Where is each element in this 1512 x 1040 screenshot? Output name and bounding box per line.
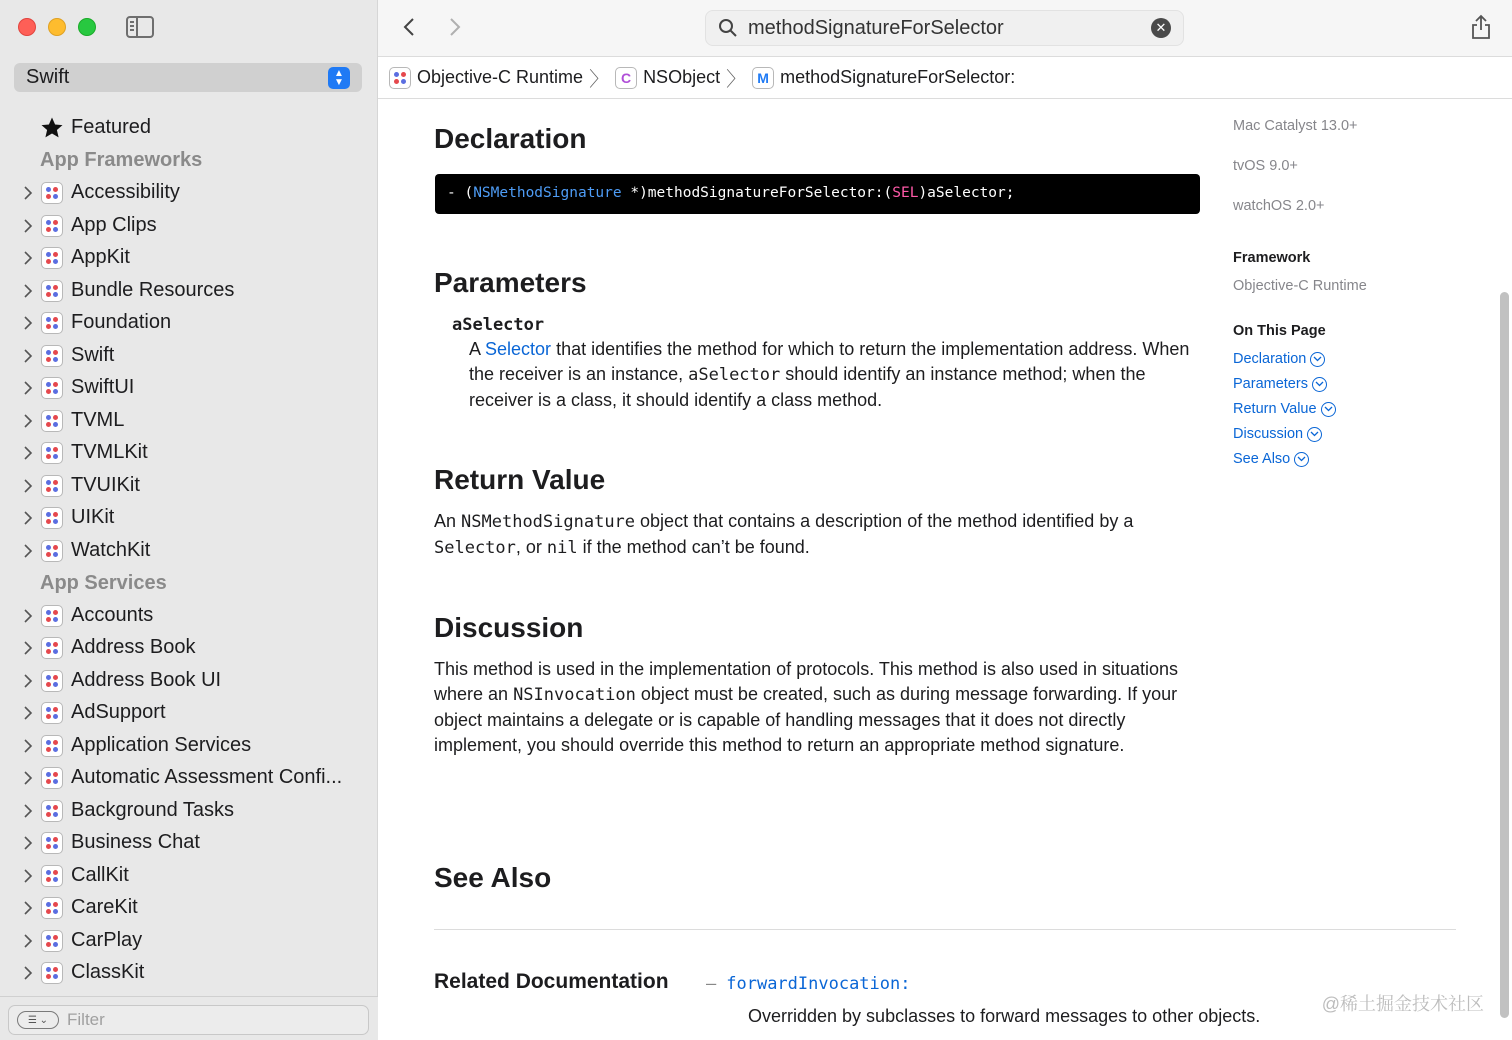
breadcrumb-item-framework[interactable] bbox=[389, 67, 583, 89]
sidebar-item[interactable] bbox=[0, 957, 378, 990]
chevron-right-icon[interactable] bbox=[22, 414, 34, 428]
chevron-right-icon[interactable] bbox=[22, 804, 34, 818]
chevron-right-icon[interactable] bbox=[22, 966, 34, 980]
sidebar-item[interactable] bbox=[0, 307, 378, 340]
sidebar-item[interactable] bbox=[0, 697, 378, 730]
chevron-right-icon[interactable] bbox=[22, 706, 34, 720]
chevron-right-icon[interactable] bbox=[22, 349, 34, 363]
chevron-right-icon[interactable] bbox=[22, 381, 34, 395]
sidebar-item[interactable] bbox=[0, 860, 378, 893]
framework-icon bbox=[41, 767, 63, 789]
related-link-description: Overridden by subclasses to forward messages to other objects. bbox=[748, 1006, 1261, 1026]
clear-search-icon[interactable]: ✕ bbox=[1151, 18, 1171, 38]
sidebar-item[interactable] bbox=[0, 535, 378, 568]
sidebar-item-label: CareKit bbox=[71, 896, 138, 918]
chevron-down-circle-icon bbox=[1294, 452, 1309, 467]
framework-icon bbox=[41, 540, 63, 562]
share-icon[interactable] bbox=[1470, 14, 1492, 40]
return-value-description bbox=[434, 509, 1174, 561]
sidebar-item-label: TVUIKit bbox=[71, 473, 140, 496]
sidebar-item-label: CarPlay bbox=[71, 928, 143, 951]
text: object that contains a description of the method identified by a bbox=[635, 511, 1134, 531]
inline-code: NSInvocation bbox=[513, 685, 636, 705]
text: object must be created, such as during message forwarding. If your object maintains a delegate or is capable of handling messages that it does not directly implement, you should override this method to return an appropriate method signature. bbox=[434, 684, 1178, 755]
sidebar-item-label: App Clips bbox=[71, 213, 157, 236]
sidebar-item-label: Background Tasks bbox=[71, 798, 235, 821]
breadcrumb-label: NSObject bbox=[643, 67, 721, 87]
parameter-description bbox=[469, 337, 1204, 413]
sidebar-item-label: CallKit bbox=[71, 863, 129, 886]
sidebar bbox=[0, 0, 378, 1040]
chevron-right-icon[interactable] bbox=[22, 251, 34, 265]
text: should identify an instance method; when the receiver is a class, it should identify a class method. bbox=[469, 364, 1146, 410]
framework-icon bbox=[41, 897, 63, 919]
sidebar-item-label: Featured bbox=[71, 116, 152, 138]
chevron-right-icon[interactable] bbox=[22, 316, 34, 330]
window-controls bbox=[18, 18, 96, 36]
sidebar-item-label: Address Book bbox=[71, 636, 196, 658]
return-type-link[interactable]: NSMethodSignature bbox=[473, 185, 622, 201]
framework-icon bbox=[41, 735, 63, 757]
toc-link[interactable] bbox=[1233, 451, 1309, 467]
watermark: @稀土掘金技术社区 bbox=[1321, 994, 1484, 1014]
chevron-right-icon[interactable] bbox=[22, 219, 34, 233]
sidebar-item[interactable] bbox=[0, 340, 378, 373]
chevron-right-icon[interactable] bbox=[22, 446, 34, 460]
chevron-right-icon[interactable] bbox=[22, 641, 34, 655]
method-icon: M bbox=[752, 67, 774, 89]
code-prefix: - ( bbox=[447, 185, 474, 201]
sidebar-item-label: ClassKit bbox=[71, 961, 145, 983]
forward-invocation-link[interactable]: forwardInvocation: bbox=[726, 974, 911, 994]
forward-icon[interactable] bbox=[444, 16, 464, 38]
chevron-down-circle-icon bbox=[1310, 352, 1325, 367]
breadcrumb-label: Objective-C Runtime bbox=[417, 67, 584, 87]
toc-link[interactable] bbox=[1233, 351, 1325, 367]
sidebar-item-label: Accessibility bbox=[71, 181, 180, 203]
sidebar-item[interactable] bbox=[0, 665, 378, 698]
chevron-right-icon[interactable] bbox=[22, 739, 34, 753]
chevron-down-circle-icon bbox=[1307, 427, 1322, 442]
related-link-dash: – bbox=[706, 974, 717, 994]
inline-code: NSMethodSignature bbox=[461, 512, 636, 532]
search-query: methodSignatureForSelector bbox=[748, 16, 1004, 39]
chevron-right-icon[interactable] bbox=[22, 284, 34, 298]
chevron-right-icon[interactable] bbox=[22, 609, 34, 623]
framework-icon bbox=[41, 832, 63, 854]
sidebar-item-label: AppKit bbox=[71, 246, 130, 268]
sidebar-item-label: WatchKit bbox=[71, 538, 151, 561]
framework-icon bbox=[41, 280, 63, 302]
text: if the method can’t be found. bbox=[577, 537, 810, 557]
framework-icon bbox=[41, 410, 63, 432]
sidebar-item-label: SwiftUI bbox=[71, 376, 135, 398]
framework-value: Objective-C Runtime bbox=[1233, 278, 1367, 294]
toc-link-label: See Also bbox=[1233, 451, 1291, 467]
sidebar-item-label: Bundle Resources bbox=[71, 278, 235, 301]
toc-link[interactable] bbox=[1233, 401, 1336, 417]
sidebar-item-label: Application Services bbox=[71, 733, 252, 756]
related-link-row bbox=[706, 974, 910, 994]
framework-icon bbox=[41, 930, 63, 952]
sidebar-item[interactable] bbox=[0, 762, 378, 795]
param-type: SEL bbox=[892, 185, 919, 201]
sidebar-item[interactable] bbox=[0, 925, 378, 958]
chevron-down-circle-icon bbox=[1312, 377, 1327, 392]
framework-icon bbox=[41, 312, 63, 334]
framework-icon bbox=[41, 442, 63, 464]
search-input[interactable] bbox=[705, 10, 1184, 46]
chevron-updown-icon: ▲ ▼ bbox=[328, 67, 350, 89]
divider bbox=[434, 929, 1456, 930]
framework-icon bbox=[41, 800, 63, 822]
toc-link[interactable] bbox=[1233, 376, 1327, 392]
text: that identifies the method for which to return the implementation address. When the receiver is an instance, bbox=[469, 339, 1190, 384]
sidebar-section-heading: App Frameworks bbox=[40, 149, 203, 172]
toc-link[interactable] bbox=[1233, 426, 1322, 442]
chevron-right-icon[interactable] bbox=[22, 511, 34, 525]
sidebar-item[interactable] bbox=[0, 437, 378, 470]
related-documentation-heading: Related Documentation bbox=[434, 970, 669, 993]
framework-icon bbox=[41, 182, 63, 204]
sidebar-item[interactable] bbox=[0, 502, 378, 535]
framework-icon bbox=[389, 67, 411, 89]
code-mid: *)methodSignatureForSelector:( bbox=[621, 185, 893, 201]
scrollbar[interactable] bbox=[1500, 292, 1509, 1018]
breadcrumb-item-method[interactable] bbox=[752, 67, 1015, 89]
sidebar-item-featured[interactable] bbox=[0, 112, 378, 145]
chevron-right-icon[interactable] bbox=[22, 869, 34, 883]
search-icon bbox=[718, 18, 738, 38]
chevron-right-icon[interactable] bbox=[22, 544, 34, 558]
sidebar-toggle-icon[interactable] bbox=[126, 16, 154, 38]
chevron-down-circle-icon bbox=[1321, 402, 1336, 417]
text: , or bbox=[515, 537, 547, 557]
class-icon: C bbox=[615, 67, 637, 89]
zoom-window-button[interactable] bbox=[78, 18, 96, 36]
sidebar-item[interactable] bbox=[0, 372, 378, 405]
filter-input[interactable] bbox=[8, 1005, 369, 1035]
parameters-heading: Parameters bbox=[434, 267, 587, 298]
framework-icon bbox=[41, 507, 63, 529]
toc-link-label: Return Value bbox=[1233, 401, 1317, 417]
sidebar-item-label: Automatic Assessment Confi... bbox=[71, 766, 343, 788]
sidebar-item[interactable] bbox=[0, 210, 378, 243]
sidebar-item-label: AdSupport bbox=[71, 701, 166, 723]
chevron-right-icon[interactable] bbox=[22, 901, 34, 915]
availability-tvos: tvOS 9.0+ bbox=[1233, 158, 1298, 174]
toc-link-label: Discussion bbox=[1233, 426, 1304, 442]
parameter-name: aSelector bbox=[452, 315, 545, 335]
sidebar-item[interactable] bbox=[0, 275, 378, 308]
framework-icon bbox=[41, 247, 63, 269]
sidebar-item-label: Business Chat bbox=[71, 831, 200, 853]
star-icon bbox=[40, 116, 64, 140]
see-also-heading: See Also bbox=[434, 862, 552, 893]
breadcrumb-separator-icon: 〉 bbox=[589, 69, 610, 91]
availability-mac-catalyst: Mac Catalyst 13.0+ bbox=[1233, 118, 1358, 134]
chevron-right-icon[interactable] bbox=[22, 186, 34, 200]
sidebar-item[interactable] bbox=[0, 177, 378, 210]
breadcrumb-item-class[interactable] bbox=[615, 67, 720, 89]
filter-placeholder: Filter bbox=[67, 1010, 105, 1029]
back-icon[interactable] bbox=[400, 16, 420, 38]
chevron-right-icon[interactable] bbox=[22, 836, 34, 850]
framework-icon bbox=[41, 475, 63, 497]
framework-icon bbox=[41, 215, 63, 237]
return-value-heading: Return Value bbox=[434, 464, 606, 495]
breadcrumb bbox=[378, 57, 1512, 99]
sidebar-item-label: Address Book UI bbox=[71, 668, 222, 691]
chevron-right-icon[interactable] bbox=[22, 934, 34, 948]
on-this-page-label: On This Page bbox=[1233, 323, 1326, 339]
toolbar bbox=[378, 0, 1512, 57]
inline-code: nil bbox=[546, 538, 578, 558]
sidebar-item-label: Foundation bbox=[71, 311, 172, 333]
sidebar-item-label: Swift bbox=[71, 343, 115, 366]
framework-icon bbox=[41, 962, 63, 984]
text: A bbox=[469, 339, 486, 359]
inline-code: Selector bbox=[434, 538, 516, 558]
framework-icon bbox=[41, 605, 63, 627]
language-select-value: Swift bbox=[26, 66, 70, 88]
sidebar-item-label: UIKit bbox=[71, 506, 115, 528]
breadcrumb-label: methodSignatureForSelector: bbox=[780, 67, 1016, 87]
code-suffix: )aSelector; bbox=[918, 185, 1015, 201]
toc-link-label: Parameters bbox=[1233, 376, 1308, 392]
framework-icon bbox=[41, 637, 63, 659]
discussion-heading: Discussion bbox=[434, 612, 584, 643]
sidebar-item[interactable] bbox=[0, 892, 378, 925]
availability-watchos: watchOS 2.0+ bbox=[1233, 198, 1325, 214]
close-window-button[interactable] bbox=[18, 18, 36, 36]
selector-link[interactable]: Selector bbox=[485, 339, 552, 359]
language-select[interactable] bbox=[14, 63, 362, 92]
framework-icon bbox=[41, 702, 63, 724]
sidebar-item[interactable] bbox=[0, 600, 378, 633]
sidebar-item-label: TVMLKit bbox=[71, 441, 148, 463]
sidebar-item[interactable] bbox=[0, 470, 378, 503]
sidebar-item[interactable] bbox=[0, 730, 378, 763]
sidebar-item-label: Accounts bbox=[71, 603, 154, 626]
chevron-right-icon[interactable] bbox=[22, 479, 34, 493]
declaration-code bbox=[435, 174, 1200, 214]
toc-link-label: Declaration bbox=[1233, 351, 1307, 367]
discussion-text bbox=[434, 657, 1199, 758]
inline-code: aSelector bbox=[688, 365, 781, 385]
sidebar-item[interactable] bbox=[0, 827, 378, 860]
chevron-right-icon[interactable] bbox=[22, 674, 34, 688]
sidebar-item[interactable] bbox=[0, 242, 378, 275]
sidebar-item[interactable] bbox=[0, 405, 378, 438]
filter-bar bbox=[0, 996, 378, 1040]
framework-icon bbox=[41, 345, 63, 367]
sidebar-item-label: TVML bbox=[71, 408, 125, 431]
framework-icon bbox=[41, 670, 63, 692]
breadcrumb-separator-icon: 〉 bbox=[726, 69, 747, 91]
declaration-heading: Declaration bbox=[434, 123, 587, 154]
framework-nav-list bbox=[0, 112, 378, 996]
filter-options-icon[interactable]: ☰ ⌄ bbox=[17, 1011, 59, 1029]
text: An bbox=[434, 511, 462, 531]
minimize-window-button[interactable] bbox=[48, 18, 66, 36]
chevron-right-icon[interactable] bbox=[22, 771, 34, 785]
text: This method is used in the implementation of protocols. This method is also used in situations where an bbox=[434, 659, 1179, 704]
framework-icon bbox=[41, 865, 63, 887]
sidebar-section-heading: App Services bbox=[40, 571, 167, 594]
framework-label: Framework bbox=[1233, 250, 1311, 266]
framework-icon bbox=[41, 377, 63, 399]
sidebar-item[interactable] bbox=[0, 632, 378, 665]
sidebar-item[interactable] bbox=[0, 795, 378, 828]
